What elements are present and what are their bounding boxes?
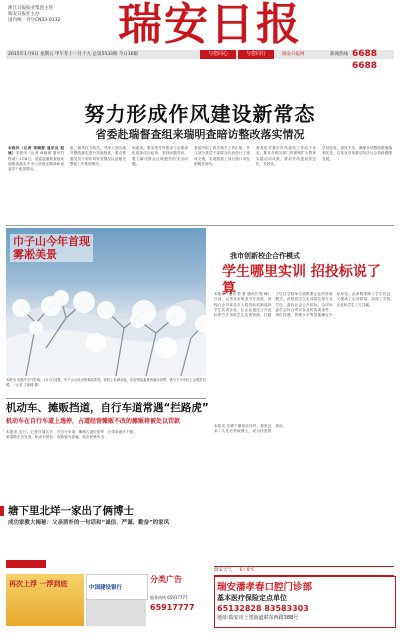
slogan-tab: 与您同心 — [200, 50, 236, 59]
issue-date: 2015年1月9日 星期五 甲午年十一月十九 总第5533期 今日16版 — [8, 52, 139, 57]
hotline-label: 新闻热线 — [330, 52, 348, 57]
bank-ad — [6, 574, 84, 626]
publisher-line: 浙江日报报业集团主管 — [8, 6, 53, 11]
slogan-tab: 与您同行 — [238, 50, 274, 59]
lead-column: 本报讯（记者 章晓蓉 通讯员 程 诚）本报讯（记者 章晓蓉 通讯员 程诚）1月8日，省委赴瑞督查组来瑞督查落实中央八项规定精神和省委若干意见情况。 — [8, 146, 64, 172]
lead-column: 查组听取了我市相关工作汇报，并与部分基层干部群众代表进行了座谈交流，实地察看了部分窗口单位和服务场所。 — [194, 146, 250, 166]
lead-column: 总结经验，查找不足，确保各项整改措施落到实处，以优良作风推动经济社会持续健康发展。 — [322, 146, 392, 161]
lead-column: 和意见，要求把作风建设与全面深化改革结合起来，坚持问题导向，着力解决群众反映强烈的突出问题。 — [132, 146, 188, 166]
website-label: 瑞安日报网 — [282, 52, 305, 57]
photo-caption: 本报讯 受强冷空气影响，1月7日清晨，巾子山山顶出现雾凇景观，树枝上挂满冰晶，宛若银装素裹的童话世界，吸引不少市民上山观赏拍照。（记者 王新楼 摄） — [6, 378, 206, 387]
divider — [6, 225, 394, 226]
story3-subheadline: 机动车在自行车道上逸停，占道经营摊贩不改的摊贩将被处以罚款 — [6, 418, 181, 425]
story4-body: 本报讯 在塘下镇里北垟村，林家兄弟二人先后考取博士，成为村里的美谈。 — [214, 424, 287, 434]
publisher-line: 国内统一刊号CN33-0132 — [8, 18, 61, 23]
clinic-subtitle: 基本医疗保险定点单位 — [217, 594, 287, 602]
ad-label-bar — [6, 560, 46, 568]
story2-kicker: 我市创新校企合作模式 — [230, 252, 300, 260]
story2-headline: 学生哪里实训 招投标说了算 — [222, 264, 381, 297]
story3-body: 本报讯 近日，记者在城区多条道路走访发现，机动车停放在自行车道、摊贩占道经营等现象较为普遍，给市民骑车出行带来诸多不便。 — [6, 430, 137, 440]
story4-subheadline: 成功家教大揭秘：父亲质朴的一句话和“诚信、严谨、勤奋”的家风 — [8, 520, 170, 526]
publisher-line: 瑞安日报社主办 — [8, 12, 40, 17]
story4-headline: 塘下里北垟一家出了俩博士 — [8, 505, 134, 517]
service-hotline: 服务热线 65917777 — [150, 595, 188, 600]
clinic-address: 地址:瑞安市上望街道联东西路388号 — [217, 615, 299, 621]
lead-subheadline: 省委赴瑞督查组来瑞明查暗访整改落实情况 — [95, 128, 305, 141]
hotline-number: 6688 6688 — [352, 49, 378, 71]
divider — [6, 398, 206, 399]
classified-phone: 65917777 — [150, 603, 195, 612]
weather-label: 瑞安天气 — [214, 568, 232, 573]
bank-logo-box — [86, 574, 148, 600]
bank-name: 中国建设银行 — [89, 585, 123, 591]
story2-body: 本报讯（记者 蔡 蕾 通讯员 程 峰）日前，记者从市职业中专获悉，该校在全市率先引入招投标机制选择学生实训企业，让企业通过公开竞标的方式争取学生实训资源，打破了以往学校单方面联系企业的传统模式。该校将学生实训岗位按专业打包，面向社会公开招标，由评标委员会综合考评企业的实训条件、岗位待遇、管理水平等因素确定中标单位。此举既保障了学生权益，又提高了实训质量，实现了学校、企业和学生三方共赢。 — [214, 292, 394, 318]
bank-ad-slogan: 再次上浮 一浮到底 — [9, 580, 68, 588]
lead-column: 督查组对我市作风建设工作给予肯定。要求各级各部门巩固和扩大教育实践活动成果，推动作风建设常态化、长效化。 — [256, 146, 316, 166]
story3-headline: 机动车、摊贩挡道，自行车道常遇“拦路虎” — [6, 402, 209, 414]
newspaper-logo: 瑞安日报 — [118, 0, 302, 50]
masthead-publisher — [8, 6, 78, 24]
story4-marker — [0, 506, 4, 516]
clinic-ad — [214, 576, 396, 628]
photo-headline: 巾子山今年首现 雾凇美景 — [10, 234, 93, 262]
lead-headline: 努力形成作风建设新常态 — [84, 102, 316, 126]
weather-temp: 6～9℃ — [239, 568, 255, 573]
classified-title: 分类广告 — [150, 575, 182, 584]
weather-strip — [214, 566, 394, 576]
clinic-title: 瑞安潘孝春口腔门诊部 — [217, 582, 313, 593]
classified-ad — [150, 574, 212, 626]
rime-photo — [6, 228, 206, 376]
ad-image-block — [86, 600, 146, 626]
lead-column: 组，最高权力机关，并深入到各地对整改落实进行实地督查，重点察看党员干部作风转变情况以及相关整改工作推进情况。 — [70, 146, 126, 166]
clinic-phone: 65132828 83583303 — [217, 604, 309, 613]
